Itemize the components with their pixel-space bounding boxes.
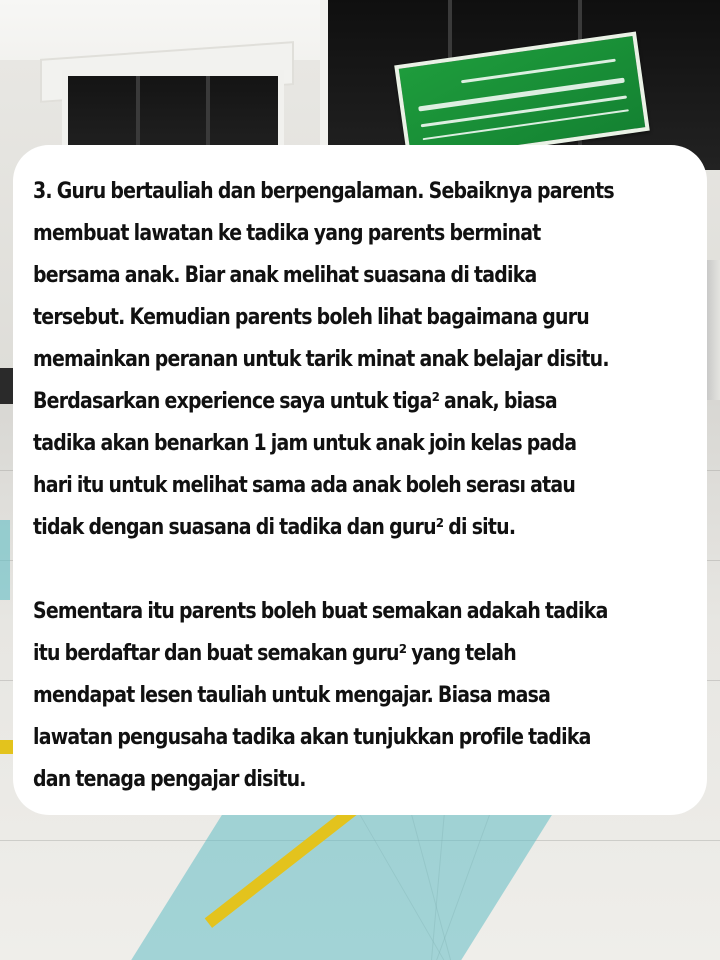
dark-post xyxy=(0,368,14,404)
text-card xyxy=(13,145,707,815)
paragraph-2: Sementara itu parents boleh buat semakan adakah tadika itu berdaftar dan buat semakan guru² yang telah mendapat lesen tauliah untuk mengajar. Biasa masa lawatan pengusaha tadika akan tunjukkan profile tadika dan tenaga pengajar disitu. xyxy=(33,599,608,792)
floor-teal-mark xyxy=(0,520,10,600)
paragraph-1: 3. Guru bertauliah dan berpengalaman. Sebaiknya parents membuat lawatan ke tadika yang parents berminat bersama anak. Biar anak melihat suasana di tadika tersebut. Kemudian parents boleh lihat bagaimana guru memainkan peranan untuk tarik minat anak belajar disitu. Berdasarkan experience saya untuk tiga² anak, biasa tadika akan benarkan 1 jam untuk anak join kelas pada hari itu untuk melihat sama ada anak boleh serası atau tidak dengan suasana di tadika dan guru² di situ. xyxy=(33,179,614,540)
floor-yellow-mark xyxy=(0,740,14,754)
